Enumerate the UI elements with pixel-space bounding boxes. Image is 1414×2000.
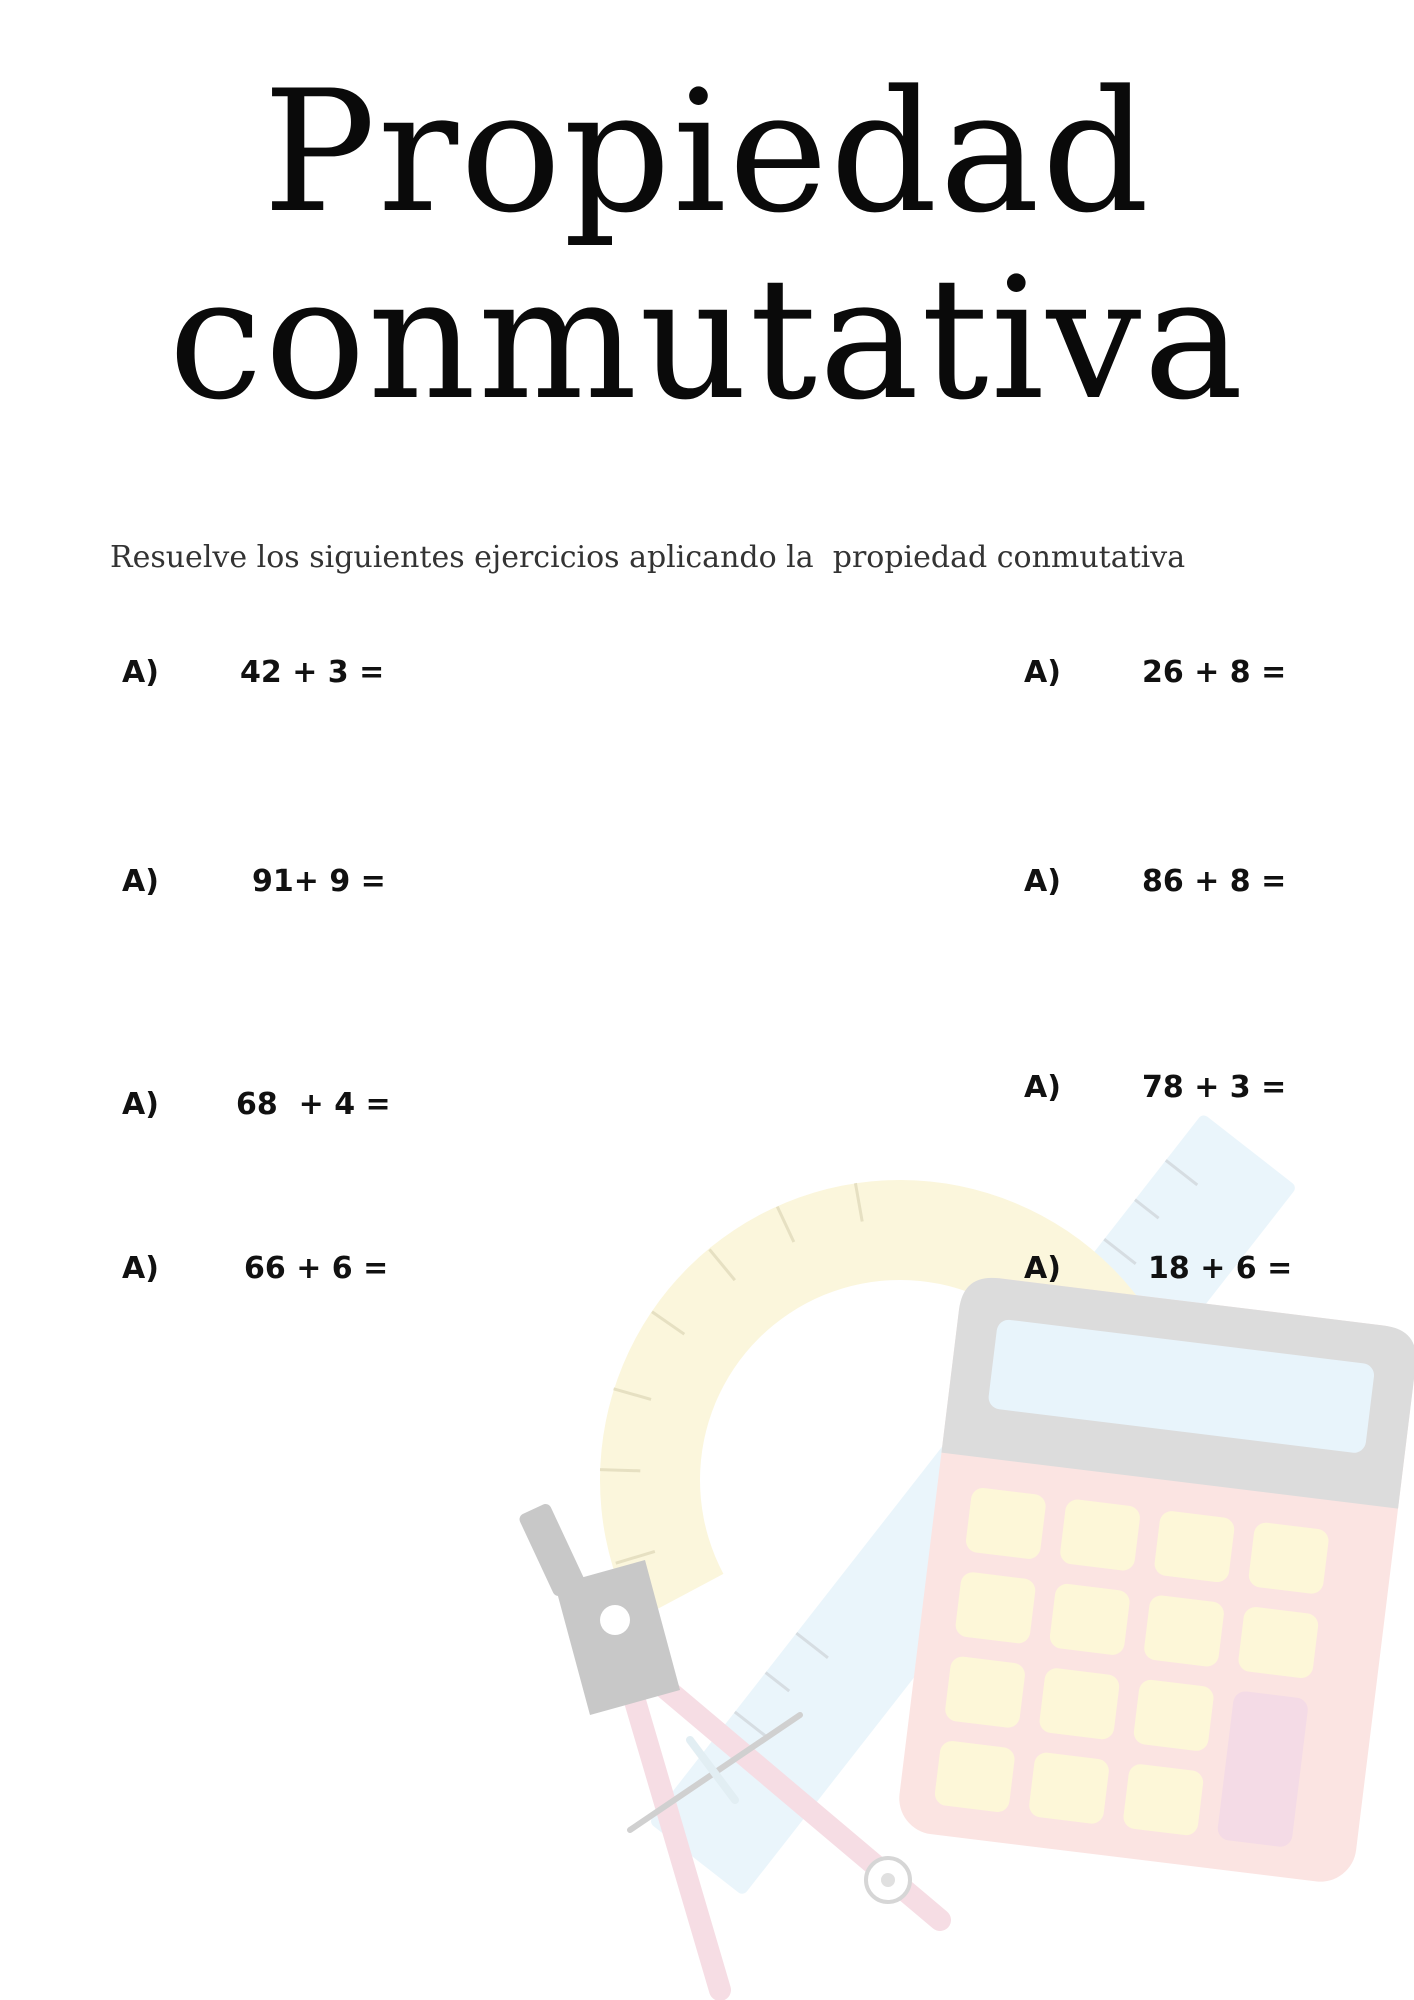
exercise-label: A)	[1024, 655, 1061, 690]
exercise-expression: 86 + 8 =	[1142, 864, 1287, 899]
page-title-line-2: conmutativa	[168, 241, 1246, 437]
exercise-expression: 78 + 3 =	[1142, 1070, 1287, 1105]
exercise-right-1	[1024, 655, 1287, 695]
exercise-left-2	[122, 864, 386, 904]
exercise-label: A)	[1024, 864, 1061, 899]
calculator-icon	[895, 1274, 1414, 1886]
exercise-right-2	[1024, 864, 1287, 904]
instructions-text: Resuelve los siguientes ejercicios aplicando la propiedad conmutativa	[110, 540, 1186, 575]
exercise-expression: 66 + 6 =	[244, 1251, 389, 1286]
exercise-label: A)	[122, 1251, 159, 1286]
exercise-right-3	[1024, 1070, 1287, 1110]
exercise-label: A)	[1024, 1251, 1061, 1286]
exercise-left-3	[122, 1087, 391, 1127]
exercise-expression: 18 + 6 =	[1148, 1251, 1293, 1286]
exercise-expression: 42 + 3 =	[240, 655, 385, 690]
exercise-label: A)	[1024, 1070, 1061, 1105]
exercise-right-4	[1024, 1251, 1293, 1291]
exercise-left-4	[122, 1251, 389, 1291]
page-title-line-1: Propiedad	[262, 54, 1152, 250]
exercise-expression: 26 + 8 =	[1142, 655, 1287, 690]
exercise-label: A)	[122, 1087, 159, 1122]
exercise-expression: 91+ 9 =	[252, 864, 386, 899]
exercise-label: A)	[122, 655, 159, 690]
exercise-left-1	[122, 655, 385, 695]
exercise-label: A)	[122, 864, 159, 899]
exercise-expression: 68 + 4 =	[236, 1087, 391, 1122]
